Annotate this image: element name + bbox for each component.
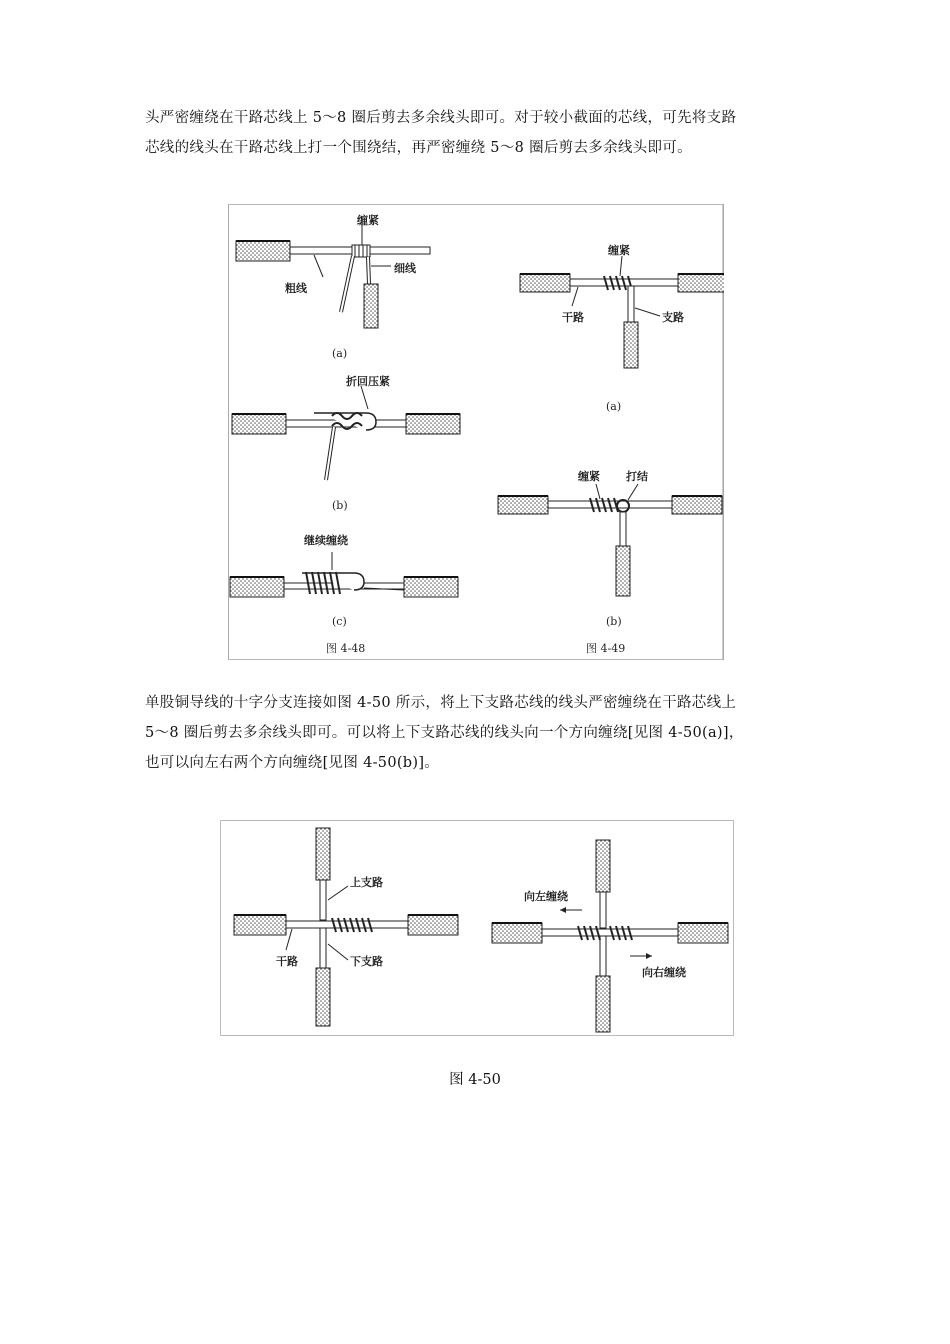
diagram-50a bbox=[234, 828, 458, 1026]
label-48a-thin: 细线 bbox=[394, 262, 416, 275]
diagram-48c bbox=[230, 533, 458, 628]
diagram-49b bbox=[498, 469, 722, 628]
paragraph-2 bbox=[145, 688, 810, 778]
subcaption-48b: (b) bbox=[332, 499, 348, 512]
paragraph-2-line-1: 单股铜导线的十字分支连接如图 4-50 所示，将上下支路芯线的线头严密缠绕在干路芯线上 bbox=[145, 695, 737, 711]
diagram-49a bbox=[520, 243, 724, 413]
diagram-50b bbox=[492, 840, 728, 1032]
label-49a-trunk: 干路 bbox=[562, 311, 584, 324]
label-50-lower: 下支路 bbox=[350, 955, 383, 968]
paragraph-2-line-2: 5～8 圈后剪去多余线头即可。可以将上下支路芯线的线头向一个方向缠绕[见图 4-50(a)]， bbox=[145, 725, 744, 741]
figure-4-50-drawing bbox=[220, 820, 734, 1036]
label-49b-knot: 打结 bbox=[626, 470, 648, 483]
subcaption-48a: (a) bbox=[332, 347, 348, 360]
label-49b-tighten: 缠紧 bbox=[578, 470, 600, 483]
label-48a-tighten: 缠紧 bbox=[357, 214, 379, 227]
figure-4-48-49 bbox=[228, 204, 724, 660]
paragraph-1 bbox=[145, 103, 810, 163]
label-49a-branch: 支路 bbox=[662, 311, 684, 324]
paragraph-1-line-2: 芯线的线头在干路芯线上打一个围绕结，再严密缠绕 5～8 圈后剪去多余线头即可。 bbox=[145, 140, 692, 156]
label-50-upper: 上支路 bbox=[350, 876, 383, 889]
arrow-right-icon bbox=[646, 953, 652, 959]
caption-4-48: 图 4-48 bbox=[326, 642, 366, 655]
label-50-left-wind: 向左缠绕 bbox=[524, 890, 568, 903]
label-48a-thick: 粗线 bbox=[285, 282, 307, 295]
label-50-trunk: 干路 bbox=[276, 955, 298, 968]
paragraph-2-line-3: 也可以向左右两个方向缠绕[见图 4-50(b)]。 bbox=[145, 755, 440, 771]
paragraph-1-line-1: 头严密缠绕在干路芯线上 5～8 圈后剪去多余线头即可。对于较小截面的芯线，可先将支路 bbox=[145, 110, 737, 126]
label-49a-tighten: 缠紧 bbox=[608, 244, 630, 257]
subcaption-48c: (c) bbox=[332, 615, 347, 628]
label-48c-continue: 继续缠绕 bbox=[304, 534, 348, 547]
arrow-left-icon bbox=[560, 907, 566, 913]
figure-4-48-49-drawing bbox=[228, 204, 724, 660]
figure-4-50 bbox=[220, 820, 734, 1036]
subcaption-49b: (b) bbox=[606, 615, 622, 628]
caption-4-50: 图 4-50 bbox=[449, 1072, 501, 1088]
label-50-right-wind: 向右缠绕 bbox=[642, 966, 686, 979]
subcaption-49a: (a) bbox=[606, 400, 622, 413]
diagram-48a bbox=[236, 213, 430, 360]
diagram-48b bbox=[232, 374, 460, 512]
label-48b-fold: 折回压紧 bbox=[346, 375, 390, 388]
caption-4-49: 图 4-49 bbox=[586, 642, 626, 655]
